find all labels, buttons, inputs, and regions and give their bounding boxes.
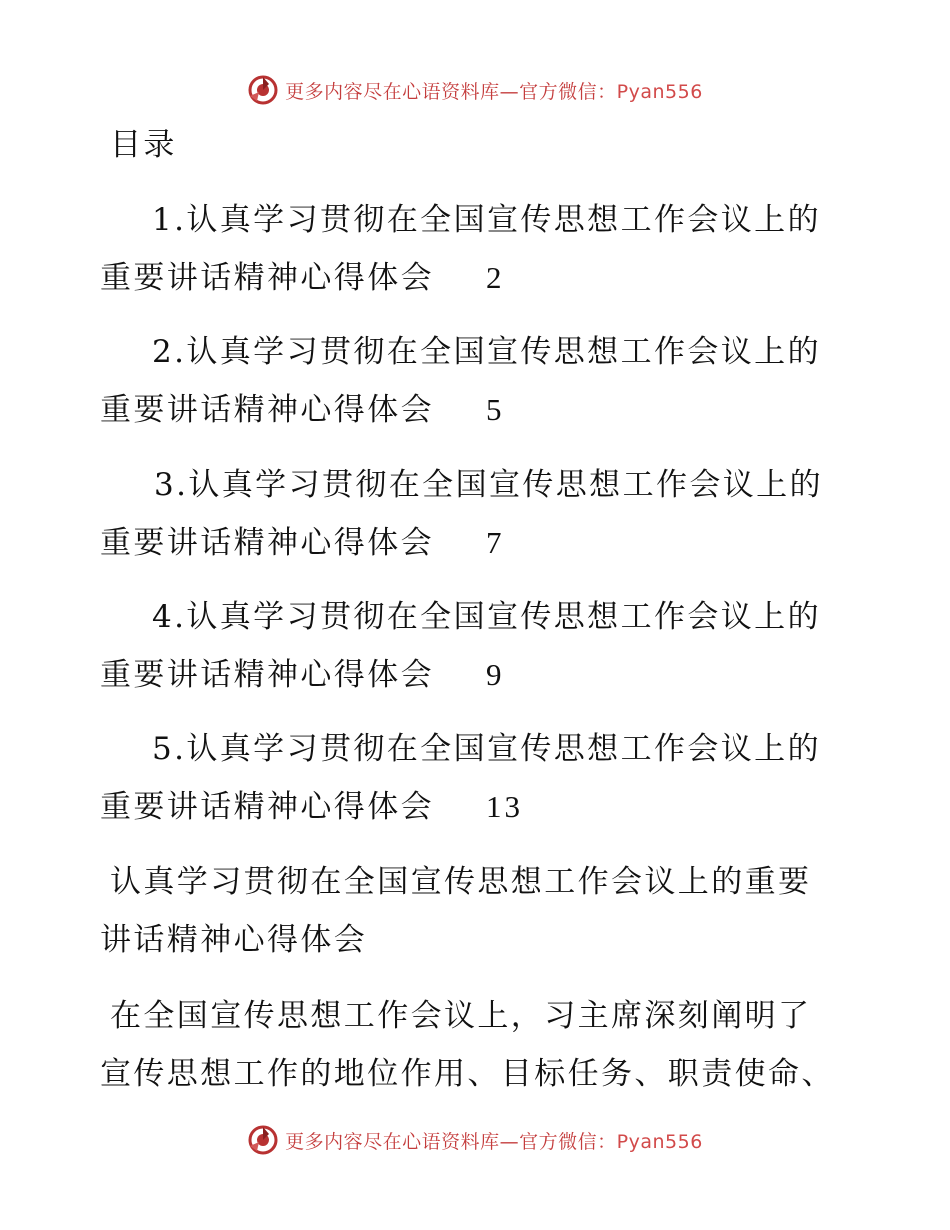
article-heading-line1: 认真学习贯彻在全国宣传思想工作会议上的重要 [110, 864, 812, 900]
toc-entry-3-line1: 3.认真学习贯彻在全国宣传思想工作会议上的 [154, 467, 823, 503]
toc-entry-2-line2 [100, 390, 505, 430]
toc-title: 目录 [110, 127, 177, 163]
toc-entry-2-line1: 2.认真学习贯彻在全国宣传思想工作会议上的 [152, 334, 821, 370]
article-body-line2: 宣传思想工作的地位作用、目标任务、职责使命、 [100, 1056, 835, 1092]
article-body-line1: 在全国宣传思想工作会议上，习主席深刻阐明了 [110, 998, 812, 1034]
brand-logo-icon [247, 1124, 279, 1156]
toc-entry-4-line2 [100, 655, 505, 695]
toc-entry-1-title: 重要讲话精神心得体会 [100, 260, 434, 296]
watermark-banner-bottom [0, 1120, 950, 1160]
article-heading-line2: 讲话精神心得体会 [100, 922, 368, 958]
toc-entry-3-page: 7 [486, 525, 505, 560]
toc-entry-2-title: 重要讲话精神心得体会 [100, 392, 434, 428]
watermark-banner-top [0, 70, 950, 110]
toc-entry-4-title: 重要讲话精神心得体会 [100, 657, 434, 693]
watermark-wechat-id: Pyan556 [616, 1130, 703, 1153]
watermark-text [285, 1127, 703, 1154]
watermark-text [285, 77, 703, 104]
toc-entry-3-line2 [100, 523, 505, 563]
toc-entry-1-line2 [100, 258, 505, 298]
toc-entry-5-title: 重要讲话精神心得体会 [100, 789, 434, 825]
toc-entry-5-line2 [100, 787, 523, 827]
toc-entry-4-line1: 4.认真学习贯彻在全国宣传思想工作会议上的 [152, 599, 821, 635]
toc-entry-1-line1: 1.认真学习贯彻在全国宣传思想工作会议上的 [152, 202, 821, 238]
watermark-label: 更多内容尽在心语资料库—官方微信： [285, 1130, 617, 1153]
watermark-wechat-id: Pyan556 [616, 80, 703, 103]
toc-entry-4-page: 9 [486, 657, 505, 692]
watermark-label: 更多内容尽在心语资料库—官方微信： [285, 80, 617, 103]
toc-entry-1-page: 2 [486, 260, 505, 295]
toc-entry-2-page: 5 [486, 392, 505, 427]
toc-entry-5-line1: 5.认真学习贯彻在全国宣传思想工作会议上的 [152, 731, 821, 767]
toc-entry-5-page: 13 [486, 789, 523, 824]
toc-entry-3-title: 重要讲话精神心得体会 [100, 525, 434, 561]
brand-logo-icon [247, 74, 279, 106]
